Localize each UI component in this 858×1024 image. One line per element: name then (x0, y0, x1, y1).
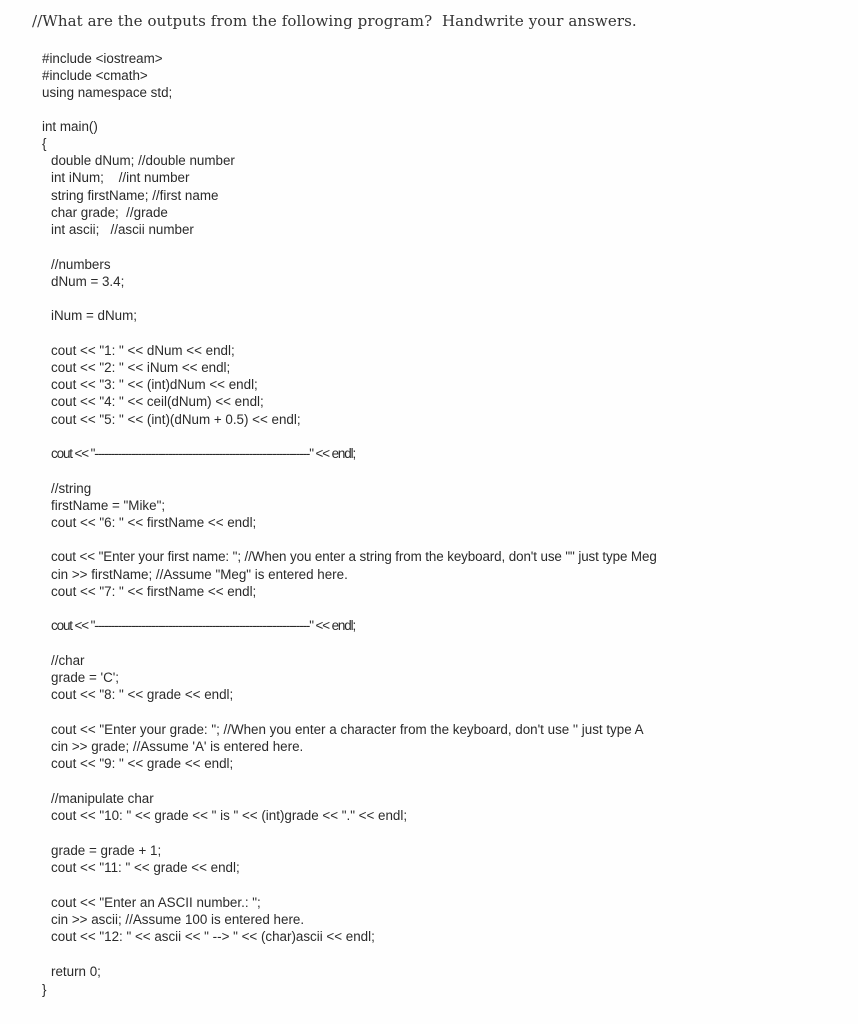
code-line: string firstName; //first name (51, 188, 219, 203)
code-line: cin >> ascii; //Assume 100 is entered here. (51, 912, 305, 927)
code-line: int ascii; //ascii number (51, 222, 194, 237)
code-line: //string (51, 481, 92, 496)
code-line: #include <cmath> (42, 68, 148, 83)
code-line: { (42, 136, 47, 151)
code-line: cout << "11: " << grade << endl; (51, 860, 240, 875)
code-line: double dNum; //double number (51, 153, 235, 168)
code-line: firstName = "Mike"; (51, 498, 166, 513)
code-line: cout << "9: " << grade << endl; (51, 756, 234, 771)
code-line: cin >> grade; //Assume 'A' is entered here. (51, 739, 304, 754)
code-line: //numbers (51, 257, 111, 272)
code-line: cout << "2: " << iNum << endl; (51, 360, 231, 375)
code-line: //manipulate char (51, 791, 154, 806)
code-line: cout << "5: " << (int)(dNum + 0.5) << endl; (51, 412, 301, 427)
code-line: #include <iostream> (42, 51, 163, 66)
code-line: cout << "----------------------------------------------------------------" << endl; (51, 446, 356, 461)
code-line: cout << "4: " << ceil(dNum) << endl; (51, 394, 264, 409)
code-line: grade = 'C'; (51, 670, 120, 685)
question-header: //What are the outputs from the following program? Handwrite your answers. (32, 12, 637, 30)
code-line: char grade; //grade (51, 205, 168, 220)
code-line: cout << "6: " << firstName << endl; (51, 515, 257, 530)
code-line: cout << "Enter an ASCII number.: "; (51, 895, 261, 910)
code-line: return 0; (51, 964, 101, 979)
code-line: dNum = 3.4; (51, 274, 125, 289)
code-line: cin >> firstName; //Assume "Meg" is entered here. (51, 567, 348, 582)
code-line: using namespace std; (42, 85, 173, 100)
code-line: grade = grade + 1; (51, 843, 162, 858)
code-line: cout << "7: " << firstName << endl; (51, 584, 257, 599)
code-line: cout << "Enter your first name: "; //When you enter a string from the keyboard, don't use "" just type Meg (51, 549, 657, 564)
code-line: cout << "3: " << (int)dNum << endl; (51, 377, 258, 392)
code-line: //char (51, 653, 85, 668)
code-line: } (42, 982, 47, 997)
code-line: cout << "10: " << grade << " is " << (int)grade << "." << endl; (51, 808, 408, 823)
code-line: cout << "1: " << dNum << endl; (51, 343, 235, 358)
code-line: cout << "Enter your grade: "; //When you enter a character from the keyboard, don't use '' just type A (51, 722, 644, 737)
code-line: cout << "----------------------------------------------------------------" << endl; (51, 618, 356, 633)
code-line: iNum = dNum; (51, 308, 137, 323)
code-line: int iNum; //int number (51, 170, 190, 185)
code-line: int main() (42, 119, 98, 134)
code-line: cout << "8: " << grade << endl; (51, 687, 234, 702)
code-line: cout << "12: " << ascii << " --> " << (char)ascii << endl; (51, 929, 375, 944)
